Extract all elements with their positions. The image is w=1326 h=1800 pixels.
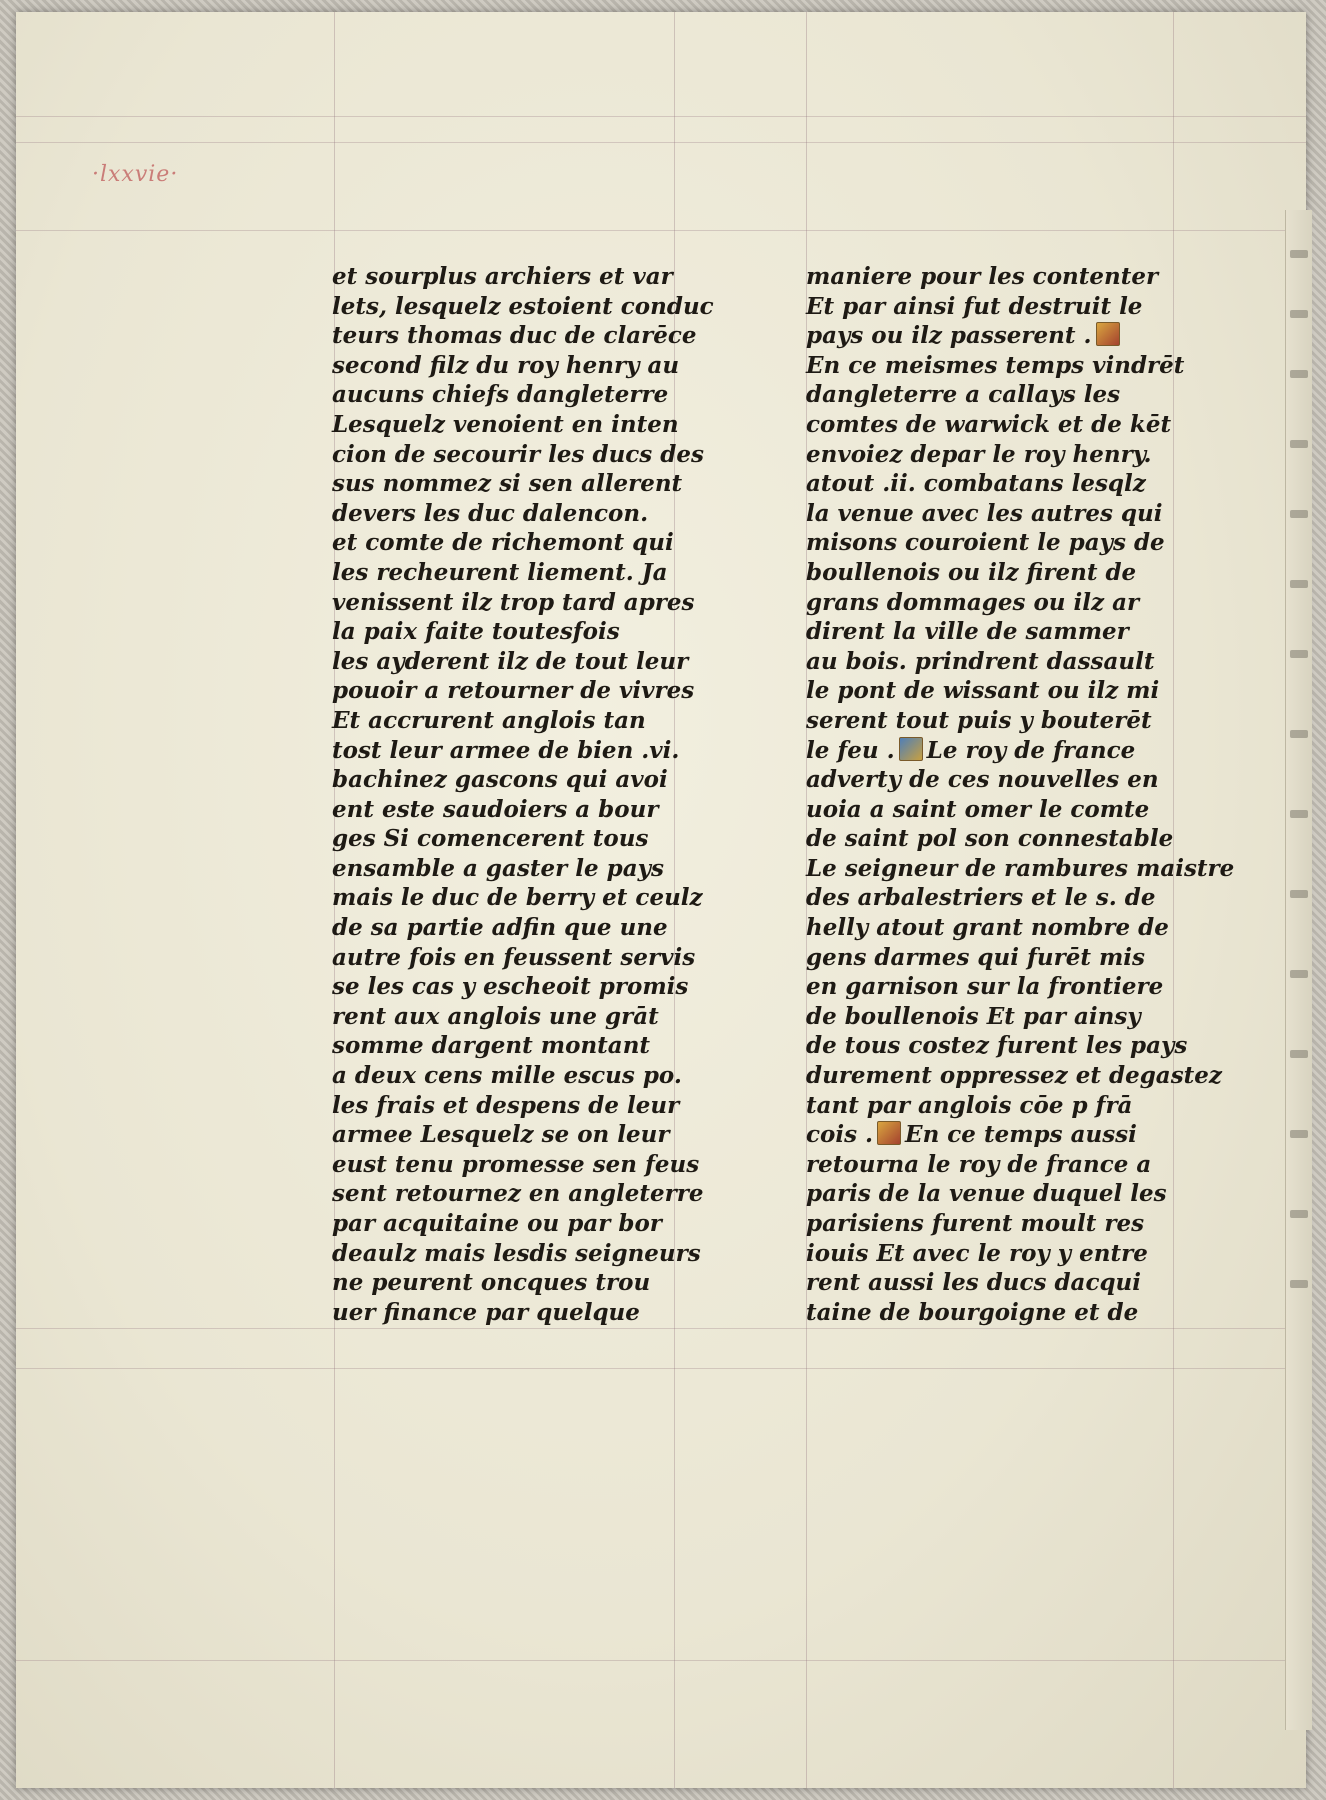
line-text: helly atout grant nombre de [806, 914, 1169, 942]
text-line [806, 943, 1246, 973]
text-line [332, 440, 772, 470]
text-line [332, 824, 772, 854]
line-text: teurs thomas duc de clarēce [332, 322, 697, 350]
line-text: paris de la venue duquel les [806, 1180, 1167, 1208]
decorated-initial-icon [877, 1121, 901, 1145]
text-line [806, 1179, 1246, 1209]
line-text: tost leur armee de bien .vi. [332, 736, 680, 764]
text-line [332, 676, 772, 706]
line-text: le pont de wissant ou ilz mi [806, 677, 1160, 705]
line-text: lets, lesquelz estoient conduc [332, 292, 714, 320]
text-line [806, 351, 1246, 381]
text-line [806, 499, 1246, 529]
line-text: les frais et despens de leur [332, 1091, 680, 1119]
text-line [332, 972, 772, 1002]
line-text: les recheurent liement. Ja [332, 558, 668, 586]
text-line [806, 528, 1246, 558]
line-text: mais le duc de berry et ceulz [332, 884, 703, 912]
text-line [332, 854, 772, 884]
text-line [806, 440, 1246, 470]
ruling-line [16, 1328, 1306, 1329]
text-line [332, 1298, 772, 1328]
line-text: boullenois ou ilz firent de [806, 558, 1137, 586]
line-text: en garnison sur la frontiere [806, 973, 1164, 1001]
line-text: a deux cens mille escus po. [332, 1062, 682, 1090]
line-text: cion de secourir les ducs des [332, 440, 704, 468]
text-line [332, 499, 772, 529]
line-text: dirent la ville de sammer [806, 618, 1129, 646]
text-line [806, 676, 1246, 706]
text-line [332, 736, 772, 766]
text-line [806, 588, 1246, 618]
text-line [332, 943, 772, 973]
line-text: second filz du roy henry au [332, 351, 680, 379]
line-text: pays ou ilz passerent . [806, 322, 1092, 350]
text-line [332, 380, 772, 410]
text-line [332, 1268, 772, 1298]
text-line [806, 380, 1246, 410]
line-text: aucuns chiefs dangleterre [332, 381, 669, 409]
line-text: de tous costez furent les pays [806, 1032, 1188, 1060]
line-text: Et par ainsi fut destruit le [806, 292, 1143, 320]
line-text: somme dargent montant [332, 1032, 651, 1060]
text-line [806, 558, 1246, 588]
text-line [806, 854, 1246, 884]
text-line [332, 528, 772, 558]
text-line [332, 262, 772, 292]
line-text: pouoir a retourner de vivres [332, 677, 695, 705]
text-line [332, 558, 772, 588]
ruling-line [16, 116, 1306, 117]
text-line [332, 647, 772, 677]
line-text: la venue avec les autres qui [806, 499, 1163, 527]
line-text: durement oppressez et degastez [806, 1062, 1222, 1090]
line-text: adverty de ces nouvelles en [806, 766, 1159, 794]
text-line [806, 1298, 1246, 1328]
line-text: se les cas y escheoit promis [332, 973, 689, 1001]
folio-number: ·lxxvie· [92, 162, 179, 187]
text-line [806, 824, 1246, 854]
line-text: la paix faite toutesfois [332, 618, 620, 646]
line-text: ne peurent oncques trou [332, 1269, 651, 1297]
text-line [806, 617, 1246, 647]
text-line [332, 883, 772, 913]
text-line [806, 706, 1246, 736]
text-line [332, 1120, 772, 1150]
line-text: armee Lesquelz se on leur [332, 1121, 670, 1149]
line-text: misons couroient le pays de [806, 529, 1165, 557]
text-line [332, 795, 772, 825]
line-text: autre fois en feussent servis [332, 943, 696, 971]
text-line [806, 1031, 1246, 1061]
text-line [806, 1268, 1246, 1298]
line-text: ent este saudoiers a bour [332, 795, 659, 823]
line-text: En ce temps aussi [905, 1121, 1137, 1149]
text-line [806, 1120, 1246, 1150]
line-text: gens darmes qui furēt mis [806, 943, 1145, 971]
text-line [806, 292, 1246, 322]
ruling-line [16, 142, 1306, 143]
text-line [806, 765, 1246, 795]
line-text: de saint pol son connestable [806, 825, 1174, 853]
line-text: retourna le roy de france a [806, 1150, 1152, 1178]
decorated-initial-icon [899, 737, 923, 761]
line-text: de boullenois Et par ainsy [806, 1002, 1141, 1030]
line-text: venissent ilz trop tard apres [332, 588, 695, 616]
line-text: des arbalestriers et le s. de [806, 884, 1156, 912]
text-column-right [806, 262, 1246, 1327]
text-line [332, 1209, 772, 1239]
line-text: ges Si comencerent tous [332, 825, 649, 853]
text-line [806, 972, 1246, 1002]
line-text: iouis Et avec le roy y entre [806, 1239, 1148, 1267]
line-text: devers les duc dalencon. [332, 499, 649, 527]
line-text: bachinez gascons qui avoi [332, 766, 668, 794]
text-line [332, 1150, 772, 1180]
line-text: sent retournez en angleterre [332, 1180, 704, 1208]
text-line [806, 1239, 1246, 1269]
text-line [806, 410, 1246, 440]
text-line [332, 351, 772, 381]
text-line [806, 883, 1246, 913]
decorated-initial-icon [1096, 322, 1120, 346]
text-line [806, 1002, 1246, 1032]
text-line [806, 1061, 1246, 1091]
next-leaf-edge [1285, 210, 1312, 1730]
line-text: Le seigneur de rambures maistre [806, 854, 1235, 882]
text-line [332, 913, 772, 943]
text-line [332, 1002, 772, 1032]
text-line [332, 617, 772, 647]
line-text: Et accrurent anglois tan [332, 706, 646, 734]
manuscript-folio [16, 12, 1306, 1788]
line-text: les ayderent ilz de tout leur [332, 647, 689, 675]
text-line [806, 1150, 1246, 1180]
line-text: eust tenu promesse sen feus [332, 1150, 700, 1178]
text-line [806, 321, 1246, 351]
text-line [332, 1091, 772, 1121]
text-line [806, 1209, 1246, 1239]
text-line [806, 469, 1246, 499]
line-text: parisiens furent moult res [806, 1210, 1145, 1237]
line-text: dangleterre a callays les [806, 381, 1121, 409]
text-line [332, 1031, 772, 1061]
text-line [332, 765, 772, 795]
text-line [332, 410, 772, 440]
text-line [806, 736, 1246, 766]
ruling-line [16, 230, 1306, 231]
line-text: serent tout puis y bouterēt [806, 706, 1152, 734]
text-line [806, 647, 1246, 677]
line-text: par acquitaine ou par bor [332, 1210, 662, 1237]
text-line [332, 1061, 772, 1091]
line-text: grans dommages ou ilz ar [806, 588, 1140, 616]
line-text: envoiez depar le roy henry. [806, 440, 1152, 468]
line-text: uer finance par quelque [332, 1298, 640, 1326]
ruling-line [16, 1368, 1306, 1369]
text-line [332, 1239, 772, 1269]
line-text: atout .ii. combatans lesqlz [806, 470, 1146, 498]
line-text: taine de bourgoigne et de [806, 1298, 1139, 1326]
text-line [332, 321, 772, 351]
line-text: maniere pour les contenter [806, 263, 1159, 290]
text-line [806, 1091, 1246, 1121]
line-text: au bois. prindrent dassault [806, 647, 1155, 675]
line-text: sus nommez si sen allerent [332, 470, 683, 498]
text-line [332, 1179, 772, 1209]
line-text: rent aux anglois une grāt [332, 1002, 659, 1030]
line-text: et comte de richemont qui [332, 529, 674, 557]
text-line [332, 588, 772, 618]
line-text: de sa partie adfin que une [332, 914, 668, 942]
line-text: le feu . [806, 736, 895, 764]
line-text: comtes de warwick et de kēt [806, 410, 1172, 438]
text-line [806, 262, 1246, 292]
line-text: Le roy de france [926, 736, 1136, 764]
line-text: tant par anglois cōe p frā [806, 1091, 1133, 1119]
text-line [332, 706, 772, 736]
line-text: deaulz mais lesdis seigneurs [332, 1239, 701, 1267]
line-text: cois . [806, 1121, 874, 1149]
text-line [806, 795, 1246, 825]
line-text: En ce meismes temps vindrēt [806, 351, 1185, 379]
ruling-line [16, 1660, 1306, 1661]
text-line [332, 469, 772, 499]
text-column-left [332, 262, 772, 1327]
line-text: et sourplus archiers et var [332, 263, 673, 290]
line-text: ensamble a gaster le pays [332, 854, 664, 882]
line-text: Lesquelz venoient en inten [332, 410, 679, 438]
line-text: uoia a saint omer le comte [806, 795, 1150, 823]
line-text: rent aussi les ducs dacqui [806, 1269, 1141, 1297]
text-line [332, 292, 772, 322]
text-line [806, 913, 1246, 943]
